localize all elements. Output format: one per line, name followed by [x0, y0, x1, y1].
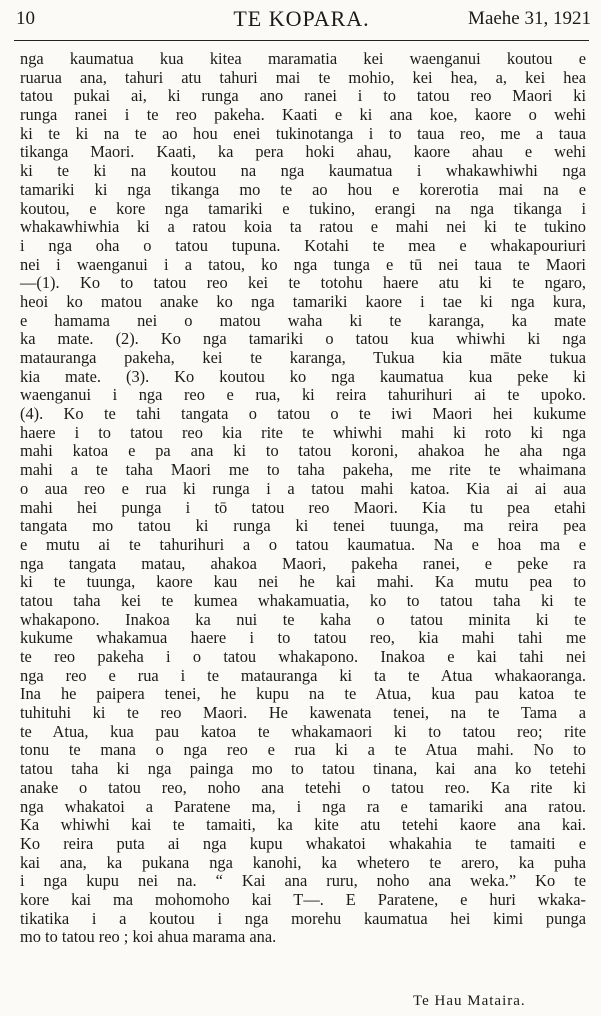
body-line: tikanga Maori. Kaati, ka pera hoki ahau, kaore ahau e wehi — [20, 142, 586, 162]
body-line: kukume whakamua haere i to tatou reo, kia mahi tahi me — [20, 628, 586, 648]
body-line: mahi katoa e pa ana ki to tatou koroni, ahakoa he aha nga — [20, 441, 586, 461]
body-line: whakapono. Inakoa ka nui te kaha o tatou minita ki te — [20, 609, 586, 629]
body-line: kai ana, ka pukana nga kanohi, ka whetero te arero, ka puha — [20, 852, 586, 872]
body-line: tatou taha kei te kumea whakamuatia, ko to tatou taha ki te — [20, 590, 586, 610]
body-line: koutou, e kore nga tamariki e tukino, erangi na nga tikanga i — [20, 198, 586, 218]
body-line: ka mate. (2). Ko nga tamariki o tatou kua whiwhi ki nga — [20, 329, 586, 349]
body-line: tangata mo tatou ki runga ki tenei tuunga, ma reira pea — [20, 516, 586, 536]
page-number: 10 — [16, 8, 35, 29]
body-line: whakawhiwhia ki a ratou koia ta ratou e mahi nei ki te tukino — [20, 217, 586, 237]
body-line: haere i to tatou reo kia rite te whiwhi mahi ki roto ki nga — [20, 422, 586, 442]
author-signature: Te Hau Mataira. — [413, 993, 526, 1009]
body-line: te Atua, kua pau katoa te whakamaori ki to tatou reo; rite — [20, 721, 586, 741]
body-line: waenganui i nga reo e rua, ki reira tahurihuri ai te upoko. — [20, 385, 586, 405]
body-line: ruarua ana, tahuri atu tahuri mai te mohio, kei hea, a, kei hea — [20, 67, 586, 87]
body-line: (4). Ko te tahi tangata o tatou o te iwi Maori hei kukume — [20, 404, 586, 424]
body-line: Ko reira puta ai nga kupu whakatoi whakahia te tamaiti e — [20, 833, 586, 853]
body-line: ki te ki na te ao hou enei tukinotanga i to taua reo, me a taua — [20, 123, 586, 143]
body-line: e hamama nei o matou waha ki te karanga, ka mate — [20, 310, 586, 330]
body-line: i nga kupu nei na. “ Kai ana ruru, noho ana weka.” Ko te — [20, 871, 586, 891]
body-line: i nga oha o tatou tupuna. Kotahi te mea e whakapouriuri — [20, 235, 586, 255]
body-line: e mutu ai te tahurihuri a o tatou kaumatua. Na e hoa ma e — [20, 534, 586, 554]
body-line: tikatika i a koutou i nga morehu kaumatua hei kimi punga — [20, 908, 586, 928]
body-line: nga reo e rua i te matauranga ki ta te Atua whakaoranga. — [20, 665, 586, 685]
body-line: heoi ko matou anake ko nga tamariki kaore i tae ki nga kura, — [20, 291, 586, 311]
body-line: o aua reo e rua ki runga i a tatou mahi katoa. Kia ai ai aua — [20, 478, 586, 498]
body-line: mahi a te taha Maori me to taha pakeha, me rite te whaimana — [20, 460, 586, 480]
body-line: nei i waenganui i a tatou, ko nga tunga e tū nei taua te Maori — [20, 254, 586, 274]
body-line: mahi hei punga i tō tatou reo Maori. Kia tu pea etahi — [20, 497, 586, 517]
body-line: te reo pakeha i o tatou whakapono. Inakoa e kai tahi nei — [20, 647, 586, 666]
body-line: —(1). Ko to tatou reo kei te totohu haere atu ki te ngaro, — [20, 273, 586, 293]
body-line: nga whakatoi a Paratene ma, i nga ra e tamariki ana ratou. — [20, 796, 586, 816]
body-line: mo to tatou reo ; koi ahua marama ana. — [20, 927, 277, 947]
issue-date: Maehe 31, 1921 — [468, 8, 591, 29]
body-line: matauranga pakeha, kei te karanga, Tukua kia māte tukua — [20, 348, 586, 367]
body-line: anake o tatou reo, noho ana tetehi o tatou reo. Ka rite ki — [20, 777, 586, 797]
body-line: ki te ki na koutou na nga kaumatua i whakawhiwhi nga — [20, 161, 586, 181]
body-line: nga tangata matau, ahakoa Maori, pakeha ranei, e peke ra — [20, 553, 586, 573]
body-line: kia mate. (3). Ko koutou ko nga kaumatua kua peke ki — [20, 366, 586, 386]
body-line: tonu te mana o nga reo e rua ki a te Atua mahi. No to — [20, 740, 586, 760]
body-line: runga ranei i te reo pakeha. Kaati e ki ana koe, kaore o wehi — [20, 105, 586, 125]
article-body — [20, 50, 586, 947]
body-line: tatou pukai ai, ki runga ano ranei i to tatou reo Maori ki — [20, 86, 586, 106]
header-rule — [14, 40, 589, 41]
body-line: tuhituhi ki te reo Maori. He kawenata tenei, na te Tama a — [20, 703, 586, 723]
body-line: nga kaumatua kua kitea maramatia kei waenganui koutou e — [20, 49, 586, 68]
body-line: Ka whiwhi kai te tamaiti, ka kite atu tetehi kaore ana kai. — [20, 815, 586, 835]
running-header — [12, 6, 591, 36]
body-line: tamariki ki nga tikanga mo te ao hou e korerotia mai na e — [20, 179, 586, 199]
body-line: Ina he paipera tenei, he kupu na te Atua, kua pau katoa te — [20, 684, 586, 704]
body-line: tatou taha ki nga painga mo to tatou tinana, kai ana ko tetehi — [20, 759, 586, 779]
publication-title: TE KOPARA. — [233, 6, 370, 31]
body-line: ki te tuunga, kaore kau nei he kai mahi. Ka mutu pea to — [20, 572, 586, 592]
body-line: kore kai ma mohomoho kai T—. E Paratene, e huri wkaka- — [20, 889, 586, 909]
